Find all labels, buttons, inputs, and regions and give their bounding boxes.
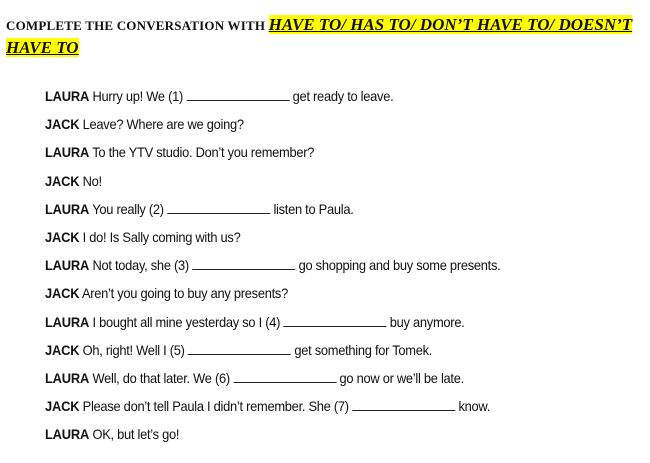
speaker-name: LAURA	[45, 144, 90, 161]
dialogue-text-after-blank: go now or we’ll be late.	[339, 369, 464, 386]
dialogue-text: To the YTV studio. Don’t you remember?	[92, 144, 315, 161]
dialogue-text-after-blank: listen to Paula.	[273, 200, 354, 217]
speaker-name: LAURA	[45, 313, 90, 330]
dialogue-text: You really (2)	[92, 200, 164, 217]
dialogue-text: Please don’t tell Paula I didn’t remember. She (7)	[82, 398, 349, 415]
dialogue-text-after-blank: get ready to leave.	[292, 88, 394, 104]
speaker-name: JACK	[45, 116, 80, 133]
dialogue-text: Oh, right! Well I (5)	[82, 341, 185, 358]
speaker-name: JACK	[45, 341, 80, 358]
dialogue-line	[45, 312, 588, 340]
dialogue-text: I bought all mine yesterday so I (4)	[92, 313, 281, 330]
dialogue-line	[45, 255, 588, 283]
dialogue-text-after-blank: go shopping and buy some presents.	[298, 257, 501, 274]
conversation	[45, 86, 635, 452]
answer-blank[interactable]	[352, 397, 455, 411]
answer-blank[interactable]	[167, 200, 270, 214]
dialogue-line	[45, 227, 588, 255]
speaker-name: LAURA	[45, 426, 90, 443]
dialogue-text-after-blank: get something for Tomek.	[294, 341, 433, 358]
dialogue-text: No!	[82, 172, 102, 189]
dialogue-text: Well, do that later. We (6)	[92, 369, 230, 386]
dialogue-text: Not today, she (3)	[92, 257, 189, 274]
dialogue-text-after-blank: buy anymore.	[389, 313, 465, 330]
dialogue-text: Aren’t you going to buy any presents?	[81, 285, 288, 302]
dialogue-line	[45, 368, 588, 396]
speaker-name: LAURA	[45, 88, 90, 104]
speaker-name: LAURA	[45, 200, 90, 217]
speaker-name: LAURA	[45, 257, 90, 274]
exercise-instruction	[6, 14, 636, 60]
dialogue-text: Hurry up! We (1)	[92, 88, 184, 104]
dialogue-line	[45, 283, 588, 311]
instruction-options-highlight: HAVE TO/ HAS TO/ DON’T HAVE TO/ DOESN’T HAVE TO	[6, 15, 633, 57]
answer-blank[interactable]	[186, 87, 289, 101]
speaker-name: JACK	[45, 228, 80, 245]
dialogue-line	[45, 114, 588, 142]
answer-blank[interactable]	[233, 369, 336, 383]
dialogue-line	[45, 424, 588, 452]
answer-blank[interactable]	[283, 313, 386, 327]
dialogue-line	[45, 199, 588, 227]
dialogue-text: OK, but let’s go!	[92, 426, 180, 443]
dialogue-line	[45, 86, 588, 114]
instruction-lead: COMPLETE THE CONVERSATION WITH	[6, 18, 269, 33]
speaker-name: LAURA	[45, 369, 90, 386]
answer-blank[interactable]	[192, 256, 295, 270]
speaker-name: JACK	[45, 172, 80, 189]
dialogue-text: I do! Is Sally coming with us?	[82, 228, 241, 245]
speaker-name: JACK	[45, 398, 80, 415]
answer-blank[interactable]	[188, 341, 291, 355]
dialogue-line	[45, 171, 588, 199]
dialogue-line	[45, 396, 588, 424]
dialogue-text: Leave? Where are we going?	[82, 116, 244, 133]
speaker-name: JACK	[45, 285, 80, 302]
dialogue-line	[45, 142, 588, 170]
dialogue-text-after-blank: know.	[458, 398, 491, 415]
dialogue-line	[45, 340, 588, 368]
